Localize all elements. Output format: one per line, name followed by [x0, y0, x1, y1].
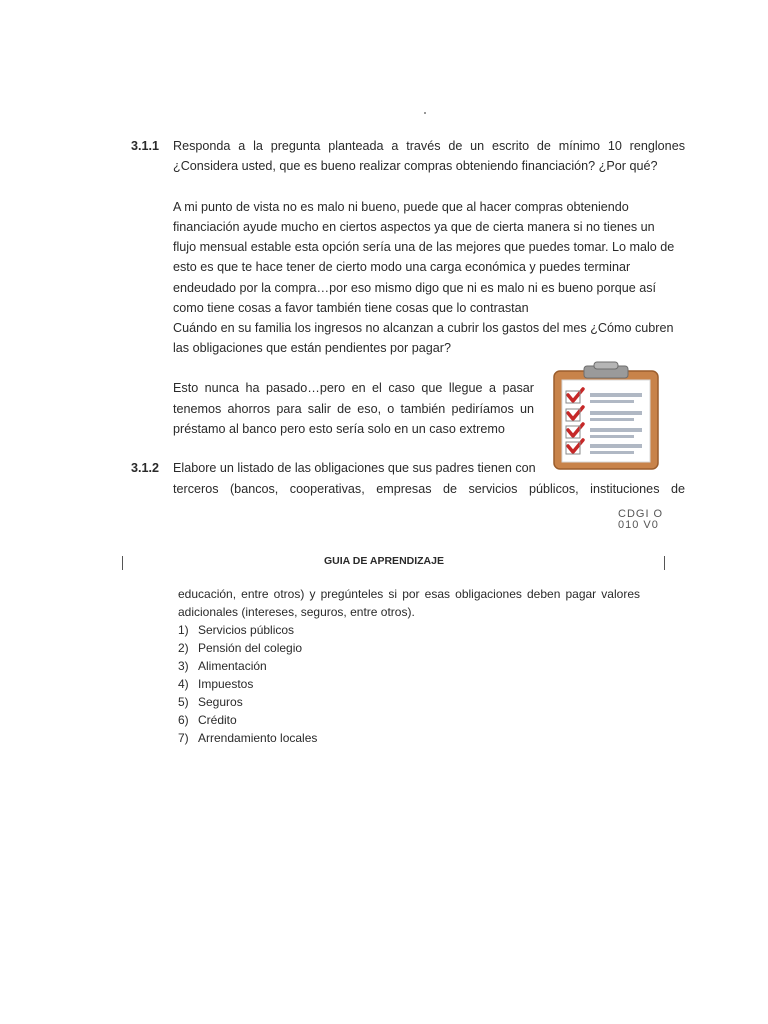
answer-line: flujo mensual estable esta opción sería una de las mejores que puedes tomar. Lo malo de	[173, 240, 675, 254]
answer-line: como tiene cosas a favor también tiene cosas que lo contrastan	[173, 301, 529, 315]
answer-line: financiación ayude mucho en ciertos aspectos ya que de cierta manera si no tienes un	[173, 220, 655, 234]
answer2-line: Esto nunca ha pasado…pero en el caso que llegue a pasar	[173, 381, 534, 395]
list-item: 1) Servicios públicos	[178, 623, 295, 637]
continuation-line: educación, entre otros) y pregúnteles si por esas obligaciones deben pagar valores	[178, 587, 640, 601]
list-item: 6) Crédito	[178, 713, 237, 727]
page-footer-code: CDGI O 010 V0	[618, 508, 664, 531]
question2-line: las obligaciones que están pendientes por pagar?	[173, 341, 451, 355]
answer-line: A mi punto de vista no es malo ni bueno, puede que al hacer compras obteniendo	[173, 200, 629, 214]
answer2-line: préstamo al banco pero esto sería solo en un caso extremo	[173, 422, 505, 436]
clipboard-checklist-icon	[546, 362, 662, 470]
answer-line: esto es que te hace tener de cierto modo una carga económica y puedes terminar	[173, 260, 631, 274]
list-item: 7) Arrendamiento locales	[178, 731, 318, 745]
page-header-title: GUIA DE APRENDIZAJE	[324, 555, 444, 567]
answer2-line: tenemos ahorros para salir de eso, o también pediríamos un	[173, 402, 534, 416]
question2-line: Cuándo en su familia los ingresos no alcanzan a cubrir los gastos del mes ¿Cómo cubren	[173, 321, 674, 335]
obligations-list	[178, 621, 317, 747]
section-number-312: 3.1.2	[131, 461, 160, 475]
question-line-2: ¿Considera usted, que es bueno realizar compras obteniendo financiación? ¿Por qué?	[173, 159, 658, 173]
answer-line: endeudado por la compra…por eso mismo digo que ni es malo ni es bueno porque así	[173, 281, 657, 295]
list-item: 5) Seguros	[178, 695, 243, 709]
section-312-line-2: terceros (bancos, cooperativas, empresas de servicios públicos, instituciones de	[173, 482, 685, 496]
list-item: 4) Impuestos	[178, 677, 254, 691]
section-number-311: 3.1.1	[131, 139, 160, 153]
section-312-line-1: Elabore un listado de las obligaciones que sus padres tienen con	[173, 461, 536, 475]
continuation-line: adicionales (intereses, seguros, entre otros).	[178, 605, 415, 619]
list-item: 3) Alimentación	[178, 659, 267, 673]
question-line-1: Responda a la pregunta planteada a través de un escrito de mínimo 10 renglones	[173, 139, 685, 153]
list-item: 2) Pensión del colegio	[178, 641, 303, 655]
page-dot	[424, 112, 426, 114]
